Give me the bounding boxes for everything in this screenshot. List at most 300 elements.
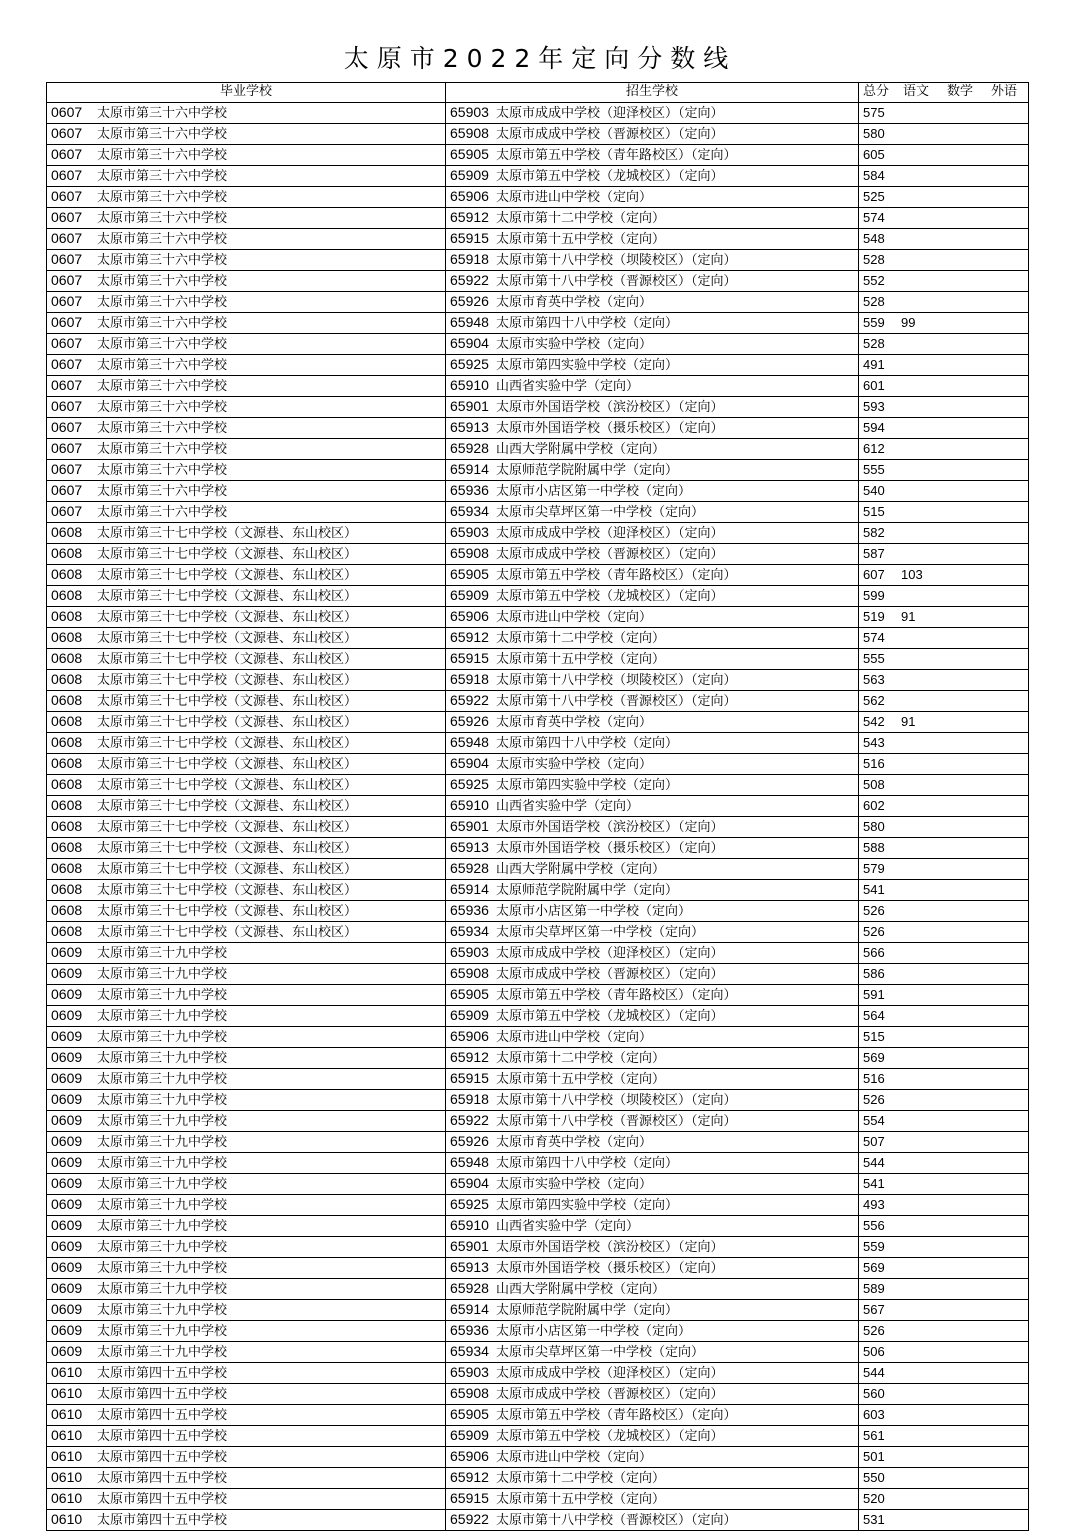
scores-cell (859, 942, 1029, 963)
enroll-school-cell (446, 1215, 859, 1236)
table-row (47, 564, 1029, 585)
header-foreign: 外语 (991, 84, 1018, 100)
enroll-school-name: 山西省实验中学（定向） (496, 378, 640, 394)
enroll-school-cell (446, 1236, 859, 1257)
table-row (47, 1320, 1029, 1341)
scores-cell (859, 858, 1029, 879)
graduate-school-code: 0609 (51, 1174, 83, 1191)
total-score: 543 (863, 734, 885, 750)
graduate-school-name: 太原市第三十六中学校 (97, 210, 228, 226)
enroll-school-cell (446, 1005, 859, 1026)
graduate-school-code: 0608 (51, 922, 83, 939)
graduate-school-code: 0609 (51, 1258, 83, 1275)
graduate-school-name: 太原市第三十七中学校（文源巷、东山校区） (97, 924, 358, 940)
graduate-school-cell (47, 1131, 446, 1152)
graduate-school-code: 0607 (51, 334, 83, 351)
table-header-row (47, 83, 1029, 103)
enroll-school-name: 太原市第十二中学校（定向） (496, 1050, 666, 1066)
enroll-school-cell (446, 459, 859, 480)
enroll-school-cell (446, 417, 859, 438)
enroll-school-name: 太原市第十八中学校（坝陵校区）（定向） (496, 252, 737, 268)
total-score: 526 (863, 1091, 885, 1107)
enroll-school-cell (446, 711, 859, 732)
enroll-school-cell (446, 291, 859, 312)
enroll-school-name: 太原市第十五中学校（定向） (496, 651, 666, 667)
scores-cell (859, 963, 1029, 984)
enroll-school-name: 山西大学附属中学校（定向） (496, 441, 666, 457)
graduate-school-name: 太原市第三十六中学校 (97, 483, 228, 499)
enroll-school-cell (446, 186, 859, 207)
scores-cell (859, 1467, 1029, 1488)
enroll-school-code: 65915 (450, 649, 489, 666)
table-row (47, 312, 1029, 333)
enroll-school-code: 65906 (450, 1447, 489, 1464)
scores-cell (859, 1026, 1029, 1047)
graduate-school-name: 太原市第四十五中学校 (97, 1470, 228, 1486)
enroll-school-name: 太原市尖草坪区第一中学校（定向） (496, 924, 705, 940)
total-score: 584 (863, 167, 885, 183)
enroll-school-cell (446, 1194, 859, 1215)
table-row (47, 1509, 1029, 1530)
enroll-school-cell (446, 1257, 859, 1278)
total-score: 515 (863, 1028, 885, 1044)
table-row (47, 921, 1029, 942)
total-score: 563 (863, 671, 885, 687)
enroll-school-name: 太原市进山中学校（定向） (496, 1449, 653, 1465)
graduate-school-code: 0608 (51, 880, 83, 897)
enroll-school-code: 65910 (450, 796, 489, 813)
graduate-school-cell (47, 1005, 446, 1026)
graduate-school-name: 太原市第三十九中学校 (97, 1134, 228, 1150)
graduate-school-cell (47, 333, 446, 354)
table-row (47, 1110, 1029, 1131)
enroll-school-cell (446, 270, 859, 291)
table-row (47, 291, 1029, 312)
graduate-school-cell (47, 543, 446, 564)
table-row (47, 417, 1029, 438)
enroll-school-code: 65928 (450, 1279, 489, 1296)
graduate-school-cell (47, 102, 446, 123)
total-score: 589 (863, 1280, 885, 1296)
table-row (47, 879, 1029, 900)
graduate-school-cell (47, 669, 446, 690)
total-score: 594 (863, 419, 885, 435)
graduate-school-cell (47, 963, 446, 984)
scores-cell (859, 1299, 1029, 1320)
graduate-school-name: 太原市第三十九中学校 (97, 1155, 228, 1171)
graduate-school-code: 0607 (51, 460, 83, 477)
enroll-school-cell (446, 753, 859, 774)
enroll-school-cell (446, 564, 859, 585)
table-row (47, 795, 1029, 816)
enroll-school-cell (446, 396, 859, 417)
graduate-school-cell (47, 1299, 446, 1320)
table-row (47, 1383, 1029, 1404)
graduate-school-cell (47, 438, 446, 459)
graduate-school-code: 0610 (51, 1363, 83, 1380)
total-score: 603 (863, 1406, 885, 1422)
scores-cell (859, 816, 1029, 837)
enroll-school-code: 65912 (450, 1048, 489, 1065)
graduate-school-code: 0608 (51, 712, 83, 729)
scores-cell (859, 837, 1029, 858)
graduate-school-name: 太原市第三十六中学校 (97, 357, 228, 373)
scores-cell (859, 1110, 1029, 1131)
enroll-school-code: 65914 (450, 460, 489, 477)
scores-cell (859, 249, 1029, 270)
enroll-school-cell (446, 1089, 859, 1110)
enroll-school-name: 太原市尖草坪区第一中学校（定向） (496, 504, 705, 520)
graduate-school-name: 太原市第三十七中学校（文源巷、东山校区） (97, 546, 358, 562)
table-row (47, 354, 1029, 375)
graduate-school-cell (47, 984, 446, 1005)
scores-cell (859, 1509, 1029, 1530)
graduate-school-cell (47, 1215, 446, 1236)
table-row (47, 375, 1029, 396)
graduate-school-cell (47, 123, 446, 144)
scores-cell (859, 900, 1029, 921)
enroll-school-code: 65926 (450, 292, 489, 309)
graduate-school-code: 0609 (51, 1216, 83, 1233)
enroll-school-code: 65913 (450, 1258, 489, 1275)
graduate-school-code: 0608 (51, 838, 83, 855)
enroll-school-name: 太原市尖草坪区第一中学校（定向） (496, 1344, 705, 1360)
enroll-school-cell (446, 1362, 859, 1383)
graduate-school-name: 太原市第三十九中学校 (97, 1344, 228, 1360)
enroll-school-cell (446, 1425, 859, 1446)
enroll-school-code: 65948 (450, 1153, 489, 1170)
enroll-school-cell (446, 480, 859, 501)
scores-cell (859, 459, 1029, 480)
graduate-school-code: 0609 (51, 1006, 83, 1023)
enroll-school-cell (446, 543, 859, 564)
enroll-school-code: 65905 (450, 1405, 489, 1422)
total-score: 586 (863, 965, 885, 981)
table-row (47, 1467, 1029, 1488)
enroll-school-code: 65913 (450, 838, 489, 855)
total-score: 507 (863, 1133, 885, 1149)
table-row (47, 165, 1029, 186)
enroll-school-code: 65915 (450, 1489, 489, 1506)
graduate-school-name: 太原市第三十七中学校（文源巷、东山校区） (97, 861, 358, 877)
total-score: 554 (863, 1112, 885, 1128)
enroll-school-name: 太原市第五中学校（青年路校区）（定向） (496, 1407, 737, 1423)
enroll-school-name: 太原市第十八中学校（坝陵校区）（定向） (496, 672, 737, 688)
scores-cell (859, 186, 1029, 207)
enroll-school-code: 65901 (450, 397, 489, 414)
total-score: 601 (863, 377, 885, 393)
enroll-school-cell (446, 879, 859, 900)
enroll-school-name: 太原市第十八中学校（晋源校区）（定向） (496, 273, 737, 289)
header-math: 数学 (947, 84, 974, 100)
graduate-school-code: 0608 (51, 901, 83, 918)
scores-cell (859, 123, 1029, 144)
scores-cell (859, 585, 1029, 606)
enroll-school-code: 65926 (450, 1132, 489, 1149)
graduate-school-cell (47, 858, 446, 879)
enroll-school-name: 太原市外国语学校（摄乐校区）（定向） (496, 1260, 724, 1276)
enroll-school-name: 太原市第四实验中学校（定向） (496, 1197, 679, 1213)
scores-cell (859, 732, 1029, 753)
graduate-school-cell (47, 921, 446, 942)
enroll-school-code: 65908 (450, 1384, 489, 1401)
enroll-school-name: 太原市第十二中学校（定向） (496, 630, 666, 646)
scores-cell (859, 1215, 1029, 1236)
graduate-school-name: 太原市第三十九中学校 (97, 1281, 228, 1297)
graduate-school-cell (47, 1110, 446, 1131)
enroll-school-cell (446, 900, 859, 921)
scores-cell (859, 1152, 1029, 1173)
graduate-school-code: 0607 (51, 145, 83, 162)
graduate-school-cell (47, 1509, 446, 1530)
graduate-school-cell (47, 1047, 446, 1068)
table-row (47, 1089, 1029, 1110)
enroll-school-cell (446, 1320, 859, 1341)
total-score: 569 (863, 1049, 885, 1065)
enroll-school-cell (446, 228, 859, 249)
scores-cell (859, 501, 1029, 522)
enroll-school-cell (446, 627, 859, 648)
enroll-school-cell (446, 1026, 859, 1047)
table-row (47, 669, 1029, 690)
scores-cell (859, 564, 1029, 585)
total-score: 555 (863, 650, 885, 666)
table-row (47, 627, 1029, 648)
graduate-school-code: 0608 (51, 586, 83, 603)
graduate-school-cell (47, 732, 446, 753)
table-row (47, 837, 1029, 858)
graduate-school-cell (47, 1278, 446, 1299)
graduate-school-name: 太原市第三十七中学校（文源巷、东山校区） (97, 735, 358, 751)
enroll-school-cell (446, 1509, 859, 1530)
graduate-school-cell (47, 1488, 446, 1509)
scores-cell (859, 1341, 1029, 1362)
graduate-school-name: 太原市第三十六中学校 (97, 168, 228, 184)
total-score: 526 (863, 923, 885, 939)
header-graduate-school: 毕业学校 (47, 83, 446, 103)
graduate-school-code: 0607 (51, 313, 83, 330)
total-score: 519 (863, 608, 885, 624)
enroll-school-name: 太原市小店区第一中学校（定向） (496, 1323, 692, 1339)
scores-cell (859, 1194, 1029, 1215)
enroll-school-name: 太原市第十八中学校（晋源校区）（定向） (496, 1512, 737, 1528)
enroll-school-code: 65906 (450, 187, 489, 204)
total-score: 580 (863, 125, 885, 141)
total-score: 555 (863, 461, 885, 477)
graduate-school-code: 0609 (51, 1069, 83, 1086)
scores-cell (859, 1404, 1029, 1425)
total-score: 506 (863, 1343, 885, 1359)
scores-cell (859, 1173, 1029, 1194)
enroll-school-name: 山西大学附属中学校（定向） (496, 1281, 666, 1297)
graduate-school-cell (47, 795, 446, 816)
graduate-school-name: 太原市第三十七中学校（文源巷、东山校区） (97, 630, 358, 646)
enroll-school-cell (446, 732, 859, 753)
enroll-school-name: 太原市第十五中学校（定向） (496, 1071, 666, 1087)
enroll-school-name: 太原市成成中学校（晋源校区）（定向） (496, 966, 724, 982)
enroll-school-cell (446, 333, 859, 354)
enroll-school-code: 65922 (450, 271, 489, 288)
graduate-school-cell (47, 1446, 446, 1467)
total-score: 528 (863, 293, 885, 309)
total-score: 575 (863, 104, 885, 120)
graduate-school-code: 0607 (51, 355, 83, 372)
graduate-school-cell (47, 585, 446, 606)
header-total: 总分 (863, 84, 890, 100)
enroll-school-code: 65918 (450, 1090, 489, 1107)
graduate-school-name: 太原市第三十九中学校 (97, 1029, 228, 1045)
graduate-school-cell (47, 459, 446, 480)
enroll-school-name: 太原师范学院附属中学（定向） (496, 1302, 679, 1318)
enroll-school-code: 65914 (450, 880, 489, 897)
graduate-school-cell (47, 375, 446, 396)
graduate-school-cell (47, 1362, 446, 1383)
enroll-school-name: 太原市育英中学校（定向） (496, 294, 653, 310)
table-row (47, 1257, 1029, 1278)
graduate-school-cell (47, 1089, 446, 1110)
enroll-school-cell (446, 984, 859, 1005)
scores-cell (859, 774, 1029, 795)
table-row (47, 942, 1029, 963)
table-row (47, 1362, 1029, 1383)
scores-cell (859, 1005, 1029, 1026)
total-score: 567 (863, 1301, 885, 1317)
graduate-school-name: 太原市第三十七中学校（文源巷、东山校区） (97, 777, 358, 793)
enroll-school-code: 65909 (450, 1006, 489, 1023)
enroll-school-name: 太原市小店区第一中学校（定向） (496, 903, 692, 919)
graduate-school-name: 太原市第三十七中学校（文源巷、东山校区） (97, 567, 358, 583)
graduate-school-cell (47, 165, 446, 186)
enroll-school-name: 太原市实验中学校（定向） (496, 336, 653, 352)
total-score: 515 (863, 503, 885, 519)
graduate-school-name: 太原市第三十六中学校 (97, 231, 228, 247)
graduate-school-code: 0608 (51, 565, 83, 582)
total-score: 587 (863, 545, 885, 561)
graduate-school-name: 太原市第三十九中学校 (97, 1260, 228, 1276)
graduate-school-code: 0608 (51, 796, 83, 813)
total-score: 493 (863, 1196, 885, 1212)
enroll-school-name: 太原市第五中学校（青年路校区）（定向） (496, 987, 737, 1003)
enroll-school-code: 65936 (450, 901, 489, 918)
enroll-school-code: 65918 (450, 670, 489, 687)
graduate-school-code: 0610 (51, 1447, 83, 1464)
enroll-school-cell (446, 921, 859, 942)
enroll-school-code: 65948 (450, 733, 489, 750)
scores-cell (859, 1425, 1029, 1446)
enroll-school-cell (446, 1152, 859, 1173)
graduate-school-code: 0609 (51, 1321, 83, 1338)
table-row (47, 690, 1029, 711)
enroll-school-code: 65908 (450, 124, 489, 141)
graduate-school-cell (47, 1236, 446, 1257)
enroll-school-cell (446, 606, 859, 627)
total-score: 520 (863, 1490, 885, 1506)
total-score: 516 (863, 755, 885, 771)
scores-cell (859, 795, 1029, 816)
graduate-school-code: 0608 (51, 628, 83, 645)
enroll-school-code: 65914 (450, 1300, 489, 1317)
graduate-school-cell (47, 1026, 446, 1047)
enroll-school-name: 太原市外国语学校（滨汾校区）（定向） (496, 819, 724, 835)
enroll-school-cell (446, 312, 859, 333)
graduate-school-code: 0608 (51, 733, 83, 750)
enroll-school-cell (446, 1404, 859, 1425)
enroll-school-cell (446, 1446, 859, 1467)
enroll-school-cell (446, 144, 859, 165)
enroll-school-code: 65925 (450, 1195, 489, 1212)
enroll-school-cell (446, 585, 859, 606)
enroll-school-name: 太原市第四十八中学校（定向） (496, 1155, 679, 1171)
scores-cell (859, 1446, 1029, 1467)
graduate-school-code: 0607 (51, 502, 83, 519)
enroll-school-cell (446, 1131, 859, 1152)
enroll-school-code: 65905 (450, 565, 489, 582)
total-score: 591 (863, 986, 885, 1002)
enroll-school-name: 太原市成成中学校（迎泽校区）（定向） (496, 525, 724, 541)
enroll-school-name: 太原市第四十八中学校（定向） (496, 735, 679, 751)
scores-cell (859, 543, 1029, 564)
enroll-school-name: 太原市第十八中学校（晋源校区）（定向） (496, 693, 737, 709)
enroll-school-name: 太原市成成中学校（晋源校区）（定向） (496, 126, 724, 142)
enroll-school-cell (446, 249, 859, 270)
enroll-school-code: 65915 (450, 1069, 489, 1086)
total-score: 602 (863, 797, 885, 813)
graduate-school-code: 0610 (51, 1426, 83, 1443)
score-table (46, 82, 1029, 1531)
enroll-school-code: 65934 (450, 1342, 489, 1359)
total-score: 588 (863, 839, 885, 855)
graduate-school-name: 太原市第四十五中学校 (97, 1491, 228, 1507)
graduate-school-name: 太原市第三十九中学校 (97, 1092, 228, 1108)
enroll-school-cell (446, 1299, 859, 1320)
header-chinese: 语文 (903, 84, 930, 100)
graduate-school-code: 0608 (51, 523, 83, 540)
graduate-school-code: 0608 (51, 817, 83, 834)
total-score: 540 (863, 482, 885, 498)
enroll-school-cell (446, 1173, 859, 1194)
scores-cell (859, 1257, 1029, 1278)
graduate-school-cell (47, 1467, 446, 1488)
enroll-school-cell (446, 102, 859, 123)
scores-cell (859, 480, 1029, 501)
enroll-school-name: 太原市第十二中学校（定向） (496, 1470, 666, 1486)
enroll-school-code: 65908 (450, 964, 489, 981)
enroll-school-name: 太原市第十五中学校（定向） (496, 1491, 666, 1507)
graduate-school-cell (47, 312, 446, 333)
enroll-school-code: 65903 (450, 1363, 489, 1380)
table-row (47, 186, 1029, 207)
graduate-school-name: 太原市第三十七中学校（文源巷、东山校区） (97, 609, 358, 625)
graduate-school-name: 太原市第四十五中学校 (97, 1407, 228, 1423)
chinese-score: 91 (901, 608, 916, 624)
graduate-school-code: 0607 (51, 124, 83, 141)
enroll-school-name: 山西省实验中学（定向） (496, 1218, 640, 1234)
graduate-school-cell (47, 753, 446, 774)
enroll-school-name: 太原师范学院附属中学（定向） (496, 462, 679, 478)
scores-cell (859, 879, 1029, 900)
table-row (47, 102, 1029, 123)
table-row (47, 753, 1029, 774)
scores-cell (859, 1131, 1029, 1152)
graduate-school-code: 0608 (51, 544, 83, 561)
table-row (47, 1047, 1029, 1068)
table-row (47, 732, 1029, 753)
enroll-school-cell (446, 354, 859, 375)
table-row (47, 1236, 1029, 1257)
graduate-school-cell (47, 1341, 446, 1362)
enroll-school-code: 65903 (450, 523, 489, 540)
enroll-school-code: 65906 (450, 1027, 489, 1044)
